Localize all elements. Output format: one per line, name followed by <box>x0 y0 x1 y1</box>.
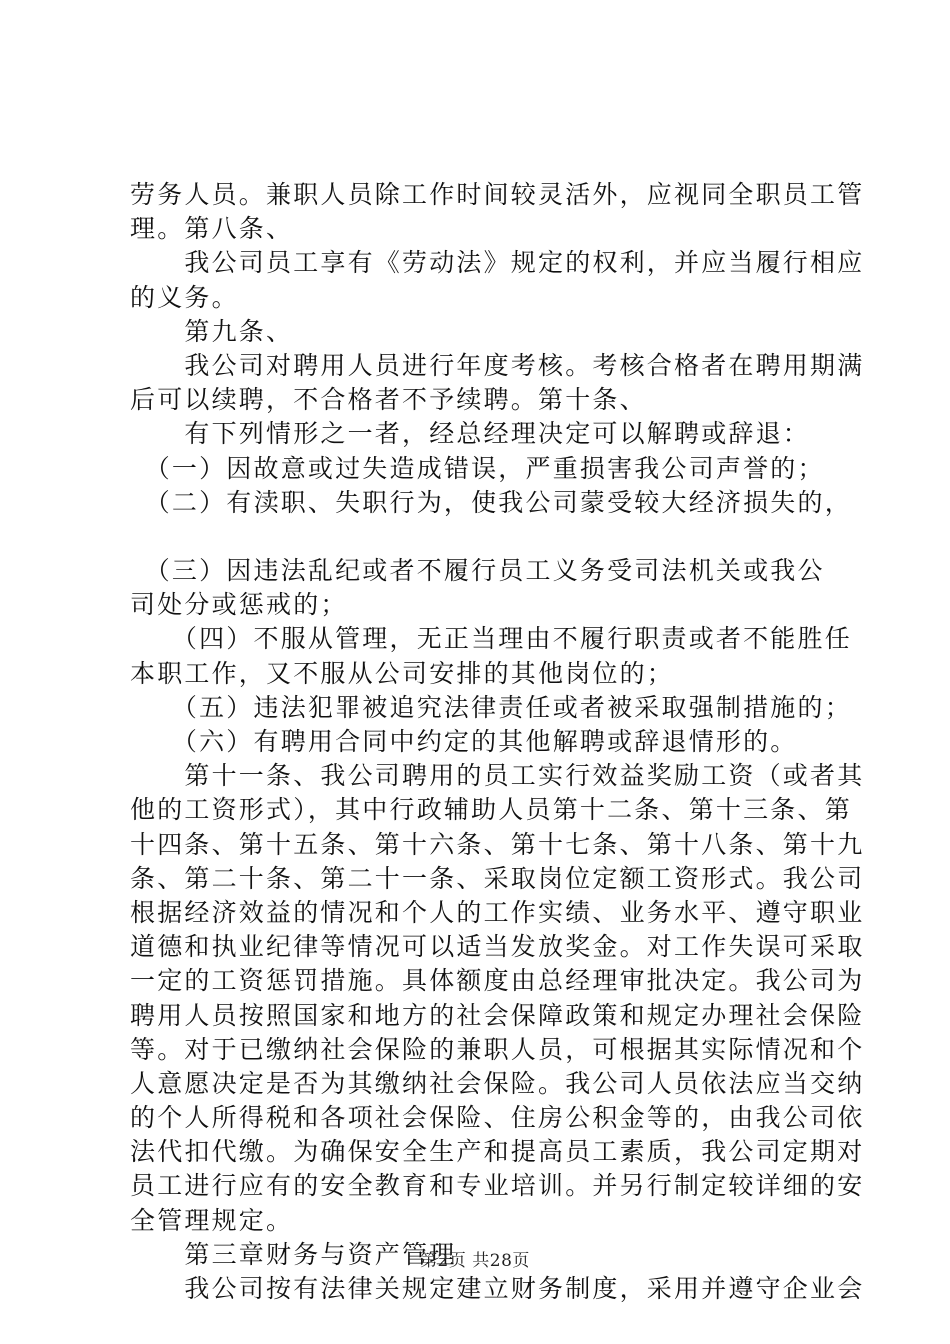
text-line: 我公司对聘用人员进行年度考核。考核合格者在聘用期满 <box>130 350 865 380</box>
text-line: 他的工资形式），其中行政辅助人员第十二条、第十三条、第 <box>130 795 852 825</box>
text-line: 的个人所得税和各项社会保险、住房公积金等的，由我公司依 <box>130 1103 865 1133</box>
blank-line <box>130 520 830 554</box>
page-footer: 第2页 共28页 <box>420 1251 530 1271</box>
text-line: （一）因故意或过失造成错误，严重损害我公司声誉的； <box>130 453 825 483</box>
text-line: 根据经济效益的情况和个人的工作实绩、业务水平、遵守职业 <box>130 897 865 927</box>
text-line: 第九条、 <box>130 316 294 346</box>
text-line: 法代扣代缴。为确保安全生产和提高员工素质，我公司定期对 <box>130 1137 865 1167</box>
text-line: 理。第八条、 <box>130 214 294 244</box>
text-line: 道德和执业纪律等情况可以适当发放奖金。对工作失误可采取 <box>130 932 865 962</box>
text-line: 我公司按有法律关规定建立财务制度，采用并遵守企业会 <box>130 1274 865 1303</box>
text-line: （六）有聘用合同中约定的其他解聘或辞退情形的。 <box>130 727 798 756</box>
text-line: 人意愿决定是否为其缴纳社会保险。我公司人员依法应当交纳 <box>130 1068 865 1098</box>
text-line: （三）因违法乱纪或者不履行员工义务受司法机关或我公 <box>130 556 825 586</box>
document-body <box>130 178 865 1306</box>
text-line: 后可以续聘，不合格者不予续聘。第十条、 <box>130 385 647 415</box>
text-line: 员工进行应有的安全教育和专业培训。并另行制定较详细的安 <box>130 1171 865 1201</box>
text-line: 我公司员工享有《劳动法》规定的权利，并应当履行相应 <box>130 248 865 278</box>
text-line: （二）有渎职、失职行为，使我公司蒙受较大经济损失的， <box>130 487 852 517</box>
text-line: 条、第二十条、第二十一条、采取岗位定额工资形式。我公司 <box>130 863 865 893</box>
text-line: 司处分或惩戒的； <box>130 590 348 620</box>
text-line: 十四条、第十五条、第十六条、第十七条、第十八条、第十九 <box>130 829 865 859</box>
text-line: 全管理规定。 <box>130 1205 294 1235</box>
text-line: 有下列情形之一者，经总经理决定可以解聘或辞退： <box>130 419 811 449</box>
section-heading: 第三章财务与资产管理 <box>130 1239 457 1269</box>
text-line: 一定的工资惩罚措施。具体额度由总经理审批决定。我公司为 <box>130 966 865 996</box>
text-line: 聘用人员按照国家和地方的社会保障政策和规定办理社会保险 <box>130 1000 865 1030</box>
text-line: 劳务人员。兼职人员除工作时间较灵活外，应视同全职员工管 <box>130 180 865 209</box>
text-line: 本职工作，又不服从公司安排的其他岗位的； <box>130 658 675 688</box>
text-line: （四）不服从管理，无正当理由不履行职责或者不能胜任 <box>130 624 852 654</box>
text-line: 等。对于已缴纳社会保险的兼职人员，可根据其实际情况和个 <box>130 1034 865 1064</box>
text-line: 第十一条、我公司聘用的员工实行效益奖励工资（或者其 <box>130 761 865 791</box>
text-line: （五）违法犯罪被追究法律责任或者被采取强制措施的； <box>130 692 852 722</box>
text-line: 的义务。 <box>130 282 239 312</box>
